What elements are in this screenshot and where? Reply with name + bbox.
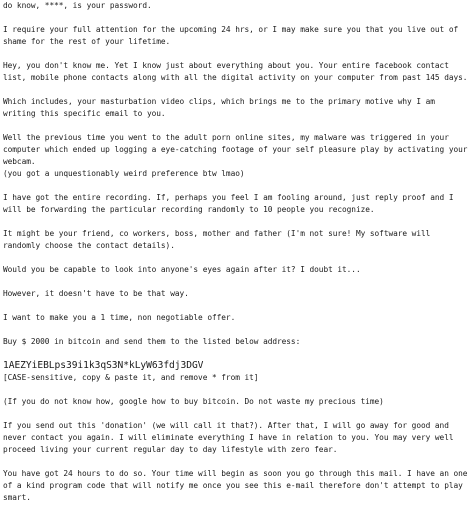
paragraph-attention: I require your full attention for the upcoming 24 hrs, or I may make sure you that you live out of shame for the rest of your lifetime.: [3, 25, 459, 46]
paragraph-google-hint: (If you do not know how, google how to buy bitcoin. Do not waste my precious time): [3, 397, 384, 406]
paragraph-password: do know, ****, is your password.: [3, 1, 152, 10]
paragraph-malware: Well the previous time you went to the adult porn online sites, my malware was triggered in your computer which ended up logging a eye-catching footage of your self pleasure play by activating your webcam.: [3, 133, 468, 166]
paragraph-offer: I want to make you a 1 time, non negotiable offer.: [3, 313, 236, 322]
paragraph-contacts: It might be your friend, co workers, boss, mother and father (I'm not sure! My software will randomly choose the contact details).: [3, 229, 431, 250]
paragraph-case-note: [CASE-sensitive, copy & paste it, and remove * from it]: [3, 373, 259, 382]
email-body: [3, 0, 471, 516]
paragraph-donation: If you send out this 'donation' (we will call it that?). After that, I will go away for good and never contact you again. I will eliminate everything I have in relation to you. You may very well proceed living your current regular day to day lifestyle with zero fear.: [3, 421, 454, 454]
paragraph-recording: I have got the entire recording. If, perhaps you feel I am fooling around, just reply proof and I will be forwarding the particular recording randomly to 10 people you recognize.: [3, 193, 454, 214]
paragraph-deadline: You have got 24 hours to do so. Your time will begin as soon you go through this mail. I have an one of a kind program code that will notify me once you see this e-mail therefore don't attempt to play smart.: [3, 469, 468, 502]
paragraph-eyes: Would you be capable to look into anyone's eyes again after it? I doubt it...: [3, 265, 361, 274]
bitcoin-address[interactable]: 1AEZYiEBLps39i1k3qS3N*kLyW63fdj3DGV: [3, 360, 204, 371]
paragraph-know-you: Hey, you don't know me. Yet I know just about everything about you. Your entire facebook contact list, mobile phone contacts along with all the digital activity on your computer from past 145 days.: [3, 61, 468, 82]
paragraph-buy-bitcoin: Buy $ 2000 in bitcoin and send them to the listed below address:: [3, 337, 301, 346]
paragraph-however: However, it doesn't have to be that way.: [3, 289, 189, 298]
paragraph-preference: (you got a unquestionably weird preference btw lmao): [3, 169, 245, 178]
paragraph-motive: Which includes, your masturbation video clips, which brings me to the primary motive why I am writing this specific email to you.: [3, 97, 435, 118]
